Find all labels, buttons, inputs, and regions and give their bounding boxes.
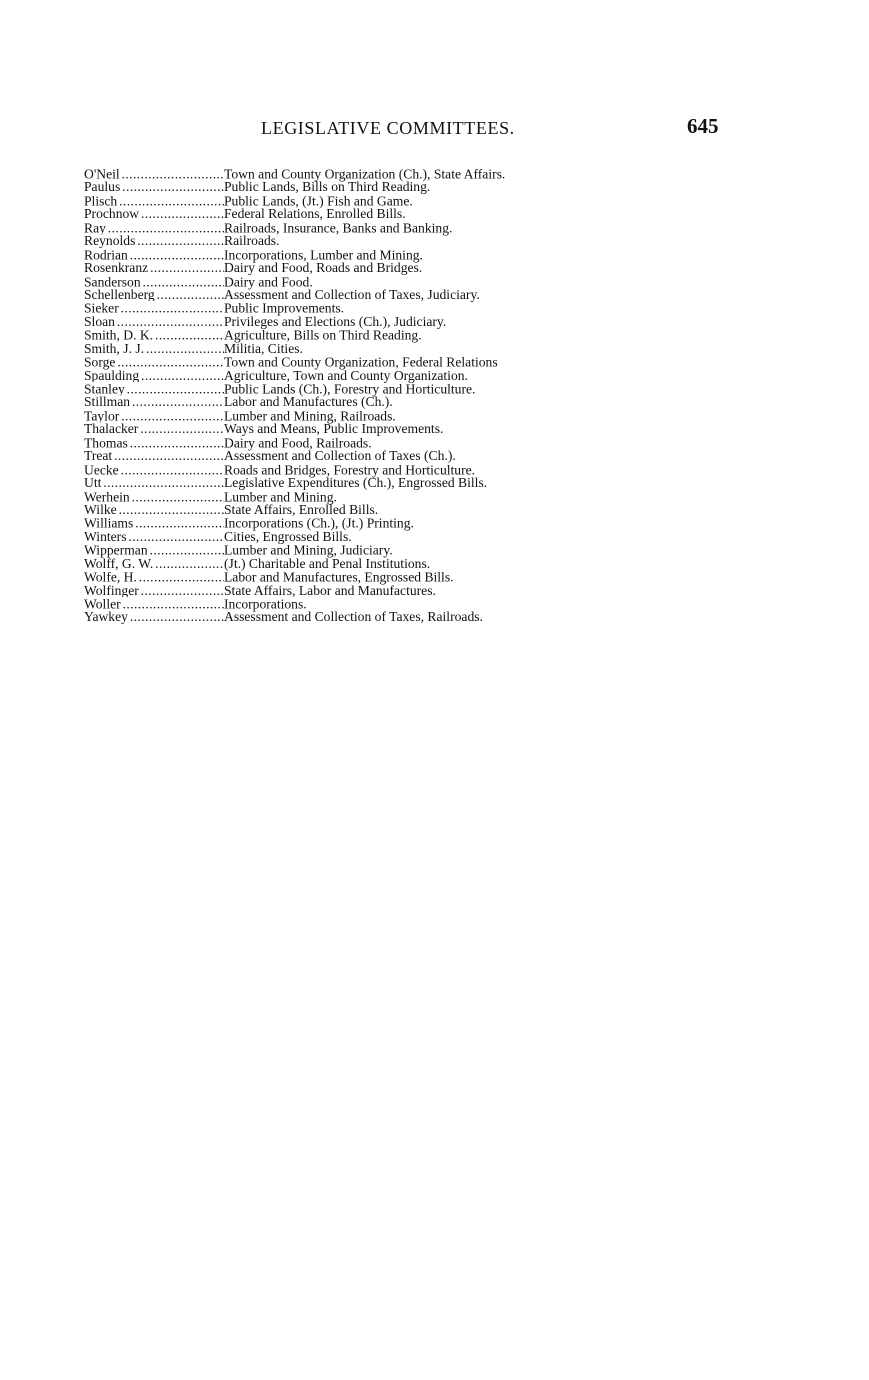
committee-list — [84, 167, 624, 624]
member-name: Rodrian . . . — [84, 248, 224, 261]
member-name: Smith, J. J. . . . — [84, 342, 224, 355]
committee-assignments: Cities, Engrossed Bills. — [224, 528, 352, 544]
member-name: Thalacker . . . — [84, 422, 224, 435]
committee-assignments: Roads and Bridges, Forestry and Horticulture. — [224, 462, 476, 478]
member-name: Schellenberg . . . — [84, 288, 224, 301]
list-item — [84, 234, 624, 247]
member-name: Smith, D. K. . . . — [84, 329, 224, 342]
committee-assignments: Labor and Manufactures, Engrossed Bills. — [224, 569, 454, 585]
member-name: Wolfe, H. . . . — [84, 571, 224, 584]
committee-assignments: Lumber and Mining, Railroads. — [224, 408, 396, 424]
list-item — [84, 449, 624, 462]
list-item — [84, 369, 624, 382]
member-name: Sorge . . . — [84, 356, 224, 369]
member-name: Ray . . . — [84, 221, 224, 234]
member-name: Yawkey . . . — [84, 610, 224, 623]
committee-assignments: Lumber and Mining. — [224, 489, 337, 504]
list-item — [84, 557, 624, 570]
member-name: Werhein . . . — [84, 490, 224, 503]
committee-assignments: (Jt.) Charitable and Penal Institutions. — [224, 555, 431, 571]
committee-assignments: Labor and Manufactures (Ch.). — [224, 394, 393, 410]
member-name: Thomas . . . — [84, 436, 224, 449]
member-name: Williams . . . — [84, 517, 224, 530]
member-name: Rosenkranz . . . — [84, 261, 224, 274]
member-name: Wolfinger . . . — [84, 584, 224, 597]
running-title: LEGISLATIVE COMMITTEES. — [261, 118, 515, 138]
committee-assignments: State Affairs, Enrolled Bills. — [224, 501, 379, 517]
list-item — [84, 180, 624, 193]
committee-assignments: Assessment and Collection of Taxes, Railroads. — [224, 609, 483, 625]
list-item — [84, 207, 624, 220]
list-item — [84, 422, 624, 435]
member-name: Reynolds . . . — [84, 234, 224, 247]
member-name: Stanley . . . — [84, 383, 224, 396]
committee-assignments: Town and County Organization (Ch.), State Affairs. — [224, 166, 506, 182]
member-name: Prochnow . . . — [84, 207, 224, 220]
committee-assignments: Dairy and Food, Railroads. — [224, 435, 372, 451]
member-name: Uecke . . . — [84, 463, 224, 476]
committee-assignments: Dairy and Food. — [224, 274, 313, 289]
list-item — [84, 342, 624, 355]
committee-assignments: Railroads, Insurance, Banks and Banking. — [224, 220, 453, 236]
committee-assignments: Assessment and Collection of Taxes, Judiciary. — [224, 286, 480, 302]
member-name: Paulus . . . — [84, 180, 224, 193]
member-name: Wolff, G. W. . . . — [84, 557, 224, 570]
member-name: Utt . . . — [84, 476, 224, 489]
member-name: Plisch . . . — [84, 194, 224, 207]
list-item — [84, 261, 624, 274]
list-item — [84, 315, 624, 328]
member-name: Wipperman . . . — [84, 544, 224, 557]
member-name: Treat . . . — [84, 449, 224, 462]
member-name: Woller . . . — [84, 598, 224, 611]
list-item — [84, 329, 624, 342]
committee-assignments: Public Lands, Bills on Third Reading. — [224, 179, 431, 195]
list-item — [84, 517, 624, 530]
committee-assignments: Town and County Organization, Federal Relations — [224, 354, 498, 370]
committee-assignments: Assessment and Collection of Taxes (Ch.). — [224, 448, 456, 464]
committee-assignments: Militia, Cities. — [224, 340, 303, 356]
committee-assignments: Lumber and Mining, Judiciary. — [224, 542, 393, 558]
committee-assignments: Incorporations. — [224, 596, 307, 612]
member-name: Winters . . . — [84, 530, 224, 543]
list-item — [84, 584, 624, 597]
list-item — [84, 476, 624, 489]
list-item — [84, 610, 624, 623]
committee-assignments: Incorporations (Ch.), (Jt.) Printing. — [224, 515, 414, 531]
member-name: Taylor . . . — [84, 409, 224, 422]
committee-assignments: Incorporations, Lumber and Mining. — [224, 247, 423, 263]
committee-assignments: Federal Relations, Enrolled Bills. — [224, 206, 406, 222]
member-name: Sanderson . . . — [84, 275, 224, 288]
committee-assignments: Ways and Means, Public Improvements. — [224, 421, 444, 437]
list-item — [84, 530, 624, 543]
page-header — [0, 114, 869, 144]
committee-assignments: Agriculture, Town and County Organization. — [224, 367, 468, 383]
committee-assignments: Public Lands, (Jt.) Fish and Game. — [224, 193, 413, 209]
committee-assignments: State Affairs, Labor and Manufactures. — [224, 582, 436, 598]
committee-assignments: Railroads. — [224, 233, 280, 249]
member-name: Stillman . . . — [84, 395, 224, 408]
committee-assignments: Agriculture, Bills on Third Reading. — [224, 327, 422, 343]
committee-assignments: Privileges and Elections (Ch.), Judiciary. — [224, 313, 447, 329]
member-name: Spaulding . . . — [84, 369, 224, 382]
member-name: Sieker . . . — [84, 302, 224, 315]
member-name: Wilke . . . — [84, 503, 224, 516]
committee-assignments: Legislative Expenditures (Ch.), Engrossed Bills. — [224, 475, 488, 491]
list-item — [84, 221, 624, 234]
member-name: Sloan . . . — [84, 315, 224, 328]
list-item — [84, 503, 624, 516]
committee-assignments: Public Lands (Ch.), Forestry and Horticulture. — [224, 381, 476, 397]
member-name: O'Neil . . . — [84, 168, 224, 181]
committee-assignments: Dairy and Food, Roads and Bridges. — [224, 260, 423, 276]
list-item — [84, 288, 624, 301]
page-number: 645 — [687, 114, 719, 138]
committee-assignments: Public Improvements. — [224, 300, 345, 316]
list-item — [84, 395, 624, 408]
